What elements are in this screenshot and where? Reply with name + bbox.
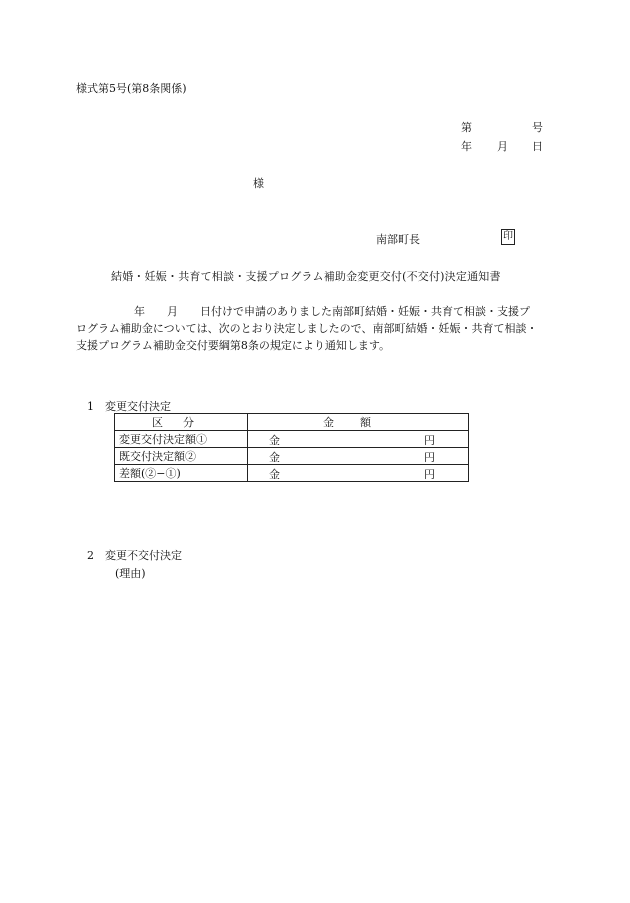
addressee-honorific: 様 [253,177,264,190]
date-year: 年 [461,140,472,153]
amount-table [114,413,469,482]
date-month: 月 [497,140,508,153]
body-paragraph [76,303,556,354]
amount-kin: 金 [269,434,280,447]
table-header-row [115,414,469,431]
table-row [115,465,469,482]
section-2-heading: 2 変更不交付決定 [87,549,182,562]
amount-cell [248,465,469,482]
seal-stamp-box: 印 [501,229,515,245]
section-1-heading: 1 変更交付決定 [87,400,171,413]
amount-yen: 円 [424,434,435,447]
table-row [115,431,469,448]
amount-kin: 金 [269,451,280,464]
table-row [115,448,469,465]
body-line-2: ログラム補助金については、次のとおり決定しましたので、南部町結婚・妊娠・共育て相談・ [76,322,538,335]
issuer-name: 南部町長 [376,233,420,246]
header-kubun: 区分 [115,414,248,431]
header-kingaku: 金額 [248,414,469,431]
body-month-blank: 月 [167,305,178,318]
amount-yen: 円 [424,468,435,481]
body-line-3: 支援プログラム補助金交付要綱第8条の規定により通知します。 [76,339,391,352]
document-title: 結婚・妊娠・共育て相談・支援プログラム補助金変更交付(不交付)決定通知書 [111,270,501,283]
amount-cell [248,431,469,448]
body-line-1-text: 日付けで申請のありました南部町結婚・妊娠・共育て相談・支援プ [200,305,530,318]
date-day: 日 [532,140,543,153]
document-number-suffix: 号 [532,121,543,134]
amount-yen: 円 [424,451,435,464]
section-2-reason-label: (理由) [115,567,146,580]
row-label: 差額(②−①) [115,465,248,482]
amount-cell [248,448,469,465]
body-line-1 [76,303,556,320]
row-label: 変更交付決定額① [115,431,248,448]
form-number: 様式第5号(第8条関係) [76,82,187,95]
body-year-blank: 年 [134,305,145,318]
document-number-prefix: 第 [461,121,472,134]
amount-kin: 金 [269,468,280,481]
row-label: 既交付決定額② [115,448,248,465]
